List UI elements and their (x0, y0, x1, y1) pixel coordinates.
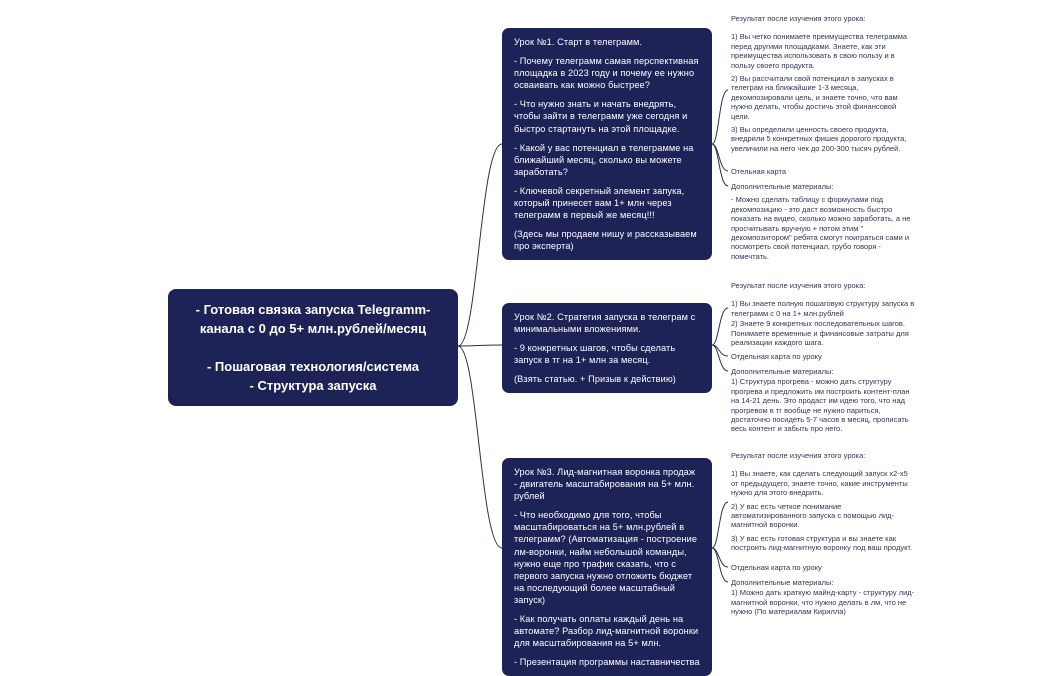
edge-lesson1-materials (712, 144, 728, 186)
map-card-text: Отдельная карта по уроку (731, 352, 822, 361)
lesson-point: - 9 конкретных шагов, чтобы сделать запуск в тг на 1+ млн за месяц. (514, 343, 676, 366)
root-node[interactable] (168, 289, 458, 406)
lesson-title: Урок №3. Лид-магнитная воронка продаж - двигатель масштабирования на 5+ млн. рублей (514, 467, 696, 502)
lesson-title: Урок №1. Старт в телеграмм. (514, 37, 643, 47)
result-heading: Результат после изучения этого урока: (731, 14, 866, 23)
root-title: - Готовая связка запуска Telegramm-канала с 0 до 5+ млн.рублей/месяц (195, 302, 431, 336)
materials-heading: Дополнительные материалы: (731, 367, 834, 376)
lesson-node-1[interactable] (502, 28, 712, 260)
map-card-label-1[interactable] (731, 167, 915, 176)
materials-heading: Дополнительные материалы: (731, 182, 834, 191)
materials-block-3[interactable] (731, 578, 915, 618)
materials-block-1[interactable] (731, 182, 915, 265)
lesson-point: - Что необходимо для того, чтобы масштабироваться на 5+ млн.рублей в телеграмм? (Автоматизация - построение лм-воронки, найм небольшой команды, нужно еще про трафик сказать, что с первого запуска нужно отложить бюджет на последующий более масштабный запуск) (514, 510, 698, 605)
edge-lesson1-map (712, 144, 728, 171)
map-card-label-3[interactable] (731, 563, 915, 572)
materials-block-2[interactable] (731, 367, 915, 435)
edge-lesson2-map (712, 345, 728, 356)
lesson-point: - Ключевой секретный элемент запука, который принесет вам 1+ млн через телеграмм в первый же месяц!!! (514, 185, 685, 221)
edge-lesson3-map (712, 548, 728, 567)
lesson-point: - Что нужно знать и начать внедрять, чтобы зайти в телеграмм уже сегодня и быстро стартануть на этой площадке. (514, 99, 688, 134)
result-item: 1) Вы знаете полную пошаговую структуру запуска в телеграмм с 0 на 1+ млн.рублей (731, 299, 915, 318)
result-item: 1) Вы знаете, как сделать следующий запуск x2-х5 от предыдущего, знаете точно, какие инструменты нужно для этого внедрить. (731, 469, 908, 498)
map-card-label-2[interactable] (731, 352, 915, 361)
lesson-point: - Почему телеграмм самая перспективная площадка в 2023 году и почему ее нужно осваивать как можно быстрее? (514, 56, 699, 91)
result-block-3[interactable] (731, 451, 915, 557)
root-spacer (178, 338, 448, 357)
lesson-node-3[interactable] (502, 458, 712, 676)
result-item: 1) Вы четко понимаете преимущества телеграмма перед другими площадками. Знаете, как эти преимущества использовать в свою пользу и в пользу своего продукта. (731, 32, 908, 70)
map-card-text: Отельная карта (731, 167, 786, 176)
result-heading: Результат после изучения этого урока: (731, 451, 866, 460)
materials-item: 1) Структура прогрева - можно дать структуру прогрева и предложить им построить контент-план на 14-21 день. Это продаст им идею того, что над прогревом в тг вообще не нужно париться, достаточно посидеть 5-7 часов в месяц, прописать весь контент и забыть про него. (731, 377, 910, 434)
edge-lesson1-result (712, 90, 728, 144)
result-item: 2) Вы рассчитали свой потенциал в запусках в телеграм на ближайшие 1-3 месяца, декомпозировали цель, и знаете точно, что вам нужно делать, чтобы достичь этой финансовой цели. (731, 74, 898, 121)
edge-lesson3-materials (712, 548, 728, 582)
lesson-point: - Презентация программы наставничества (514, 657, 700, 668)
result-item: 3) У вас есть готовая структура и вы знаете как построить лид-магнитную воронку под ваш продукт. (731, 533, 913, 553)
lesson-point: - Как получать оплаты каждый день на автомате? Разбор лид-магнитной воронки для масштабирования на 5+ млн. (514, 614, 699, 649)
lesson-title: Урок №2. Стратегия запуска в телеграм с минимальными вложениями. (514, 312, 696, 335)
result-item: 2) У вас есть четкое понимание автоматизированного запуска с помощью лид-магнитной воронки. (731, 501, 895, 530)
edge-root-lesson2 (458, 345, 502, 346)
edge-root-lesson3 (458, 346, 502, 548)
result-item: 2) Знаете 9 конкретных последовательных шагов. Понимаете временные и финансовые затраты для реализации каждого шага. (731, 319, 909, 348)
edge-lesson2-result (712, 308, 728, 345)
result-block-2[interactable] (731, 281, 915, 348)
edge-root-lesson1 (458, 144, 502, 346)
result-heading: Результат после изучения этого урока: (731, 281, 866, 290)
lesson-point: - Какой у вас потенциал в телеграмме на ближайший месяц, сколько вы можете заработать? (514, 142, 694, 177)
edge-lesson3-result (712, 502, 728, 548)
materials-heading: Дополнительные материалы: (731, 578, 834, 587)
result-item: 3) Вы определили ценность своего продукта, внедрили 5 конкретных фишек дорогого продукта, увеличили на него чек до 200-300 тысяч рублей. (731, 125, 907, 153)
edge-lesson2-materials (712, 345, 728, 371)
map-card-text: Отдельная карта по уроку (731, 563, 822, 572)
lesson-point: (Взять статью. + Призыв к действию) (514, 374, 676, 385)
root-subtitle-1: - Пошаговая технология/система (206, 359, 420, 374)
lesson-node-2[interactable] (502, 303, 712, 393)
lesson-point: (Здесь мы продаем нишу и рассказываем про эксперта) (514, 229, 697, 252)
materials-item: - Можно сделать таблицу с формулами под декомпозицию - это даст возможность быстро показать на видео, сколько можно заработать, а не просчитывать вручную + потом этим " декомпозитором" ребята смогут поиграться сами и посмотреть свой потенциал, грубо говоря - помечтать. (731, 195, 911, 261)
materials-item: 1) Можно дать краткую майнд-карту - структуру лид-магнитной воронки, что нужно делать в лм, что не нужно (По материалам Кирилла) (731, 588, 915, 617)
root-subtitle-2: - Структура запуска (249, 378, 377, 393)
result-block-1[interactable] (731, 14, 915, 157)
